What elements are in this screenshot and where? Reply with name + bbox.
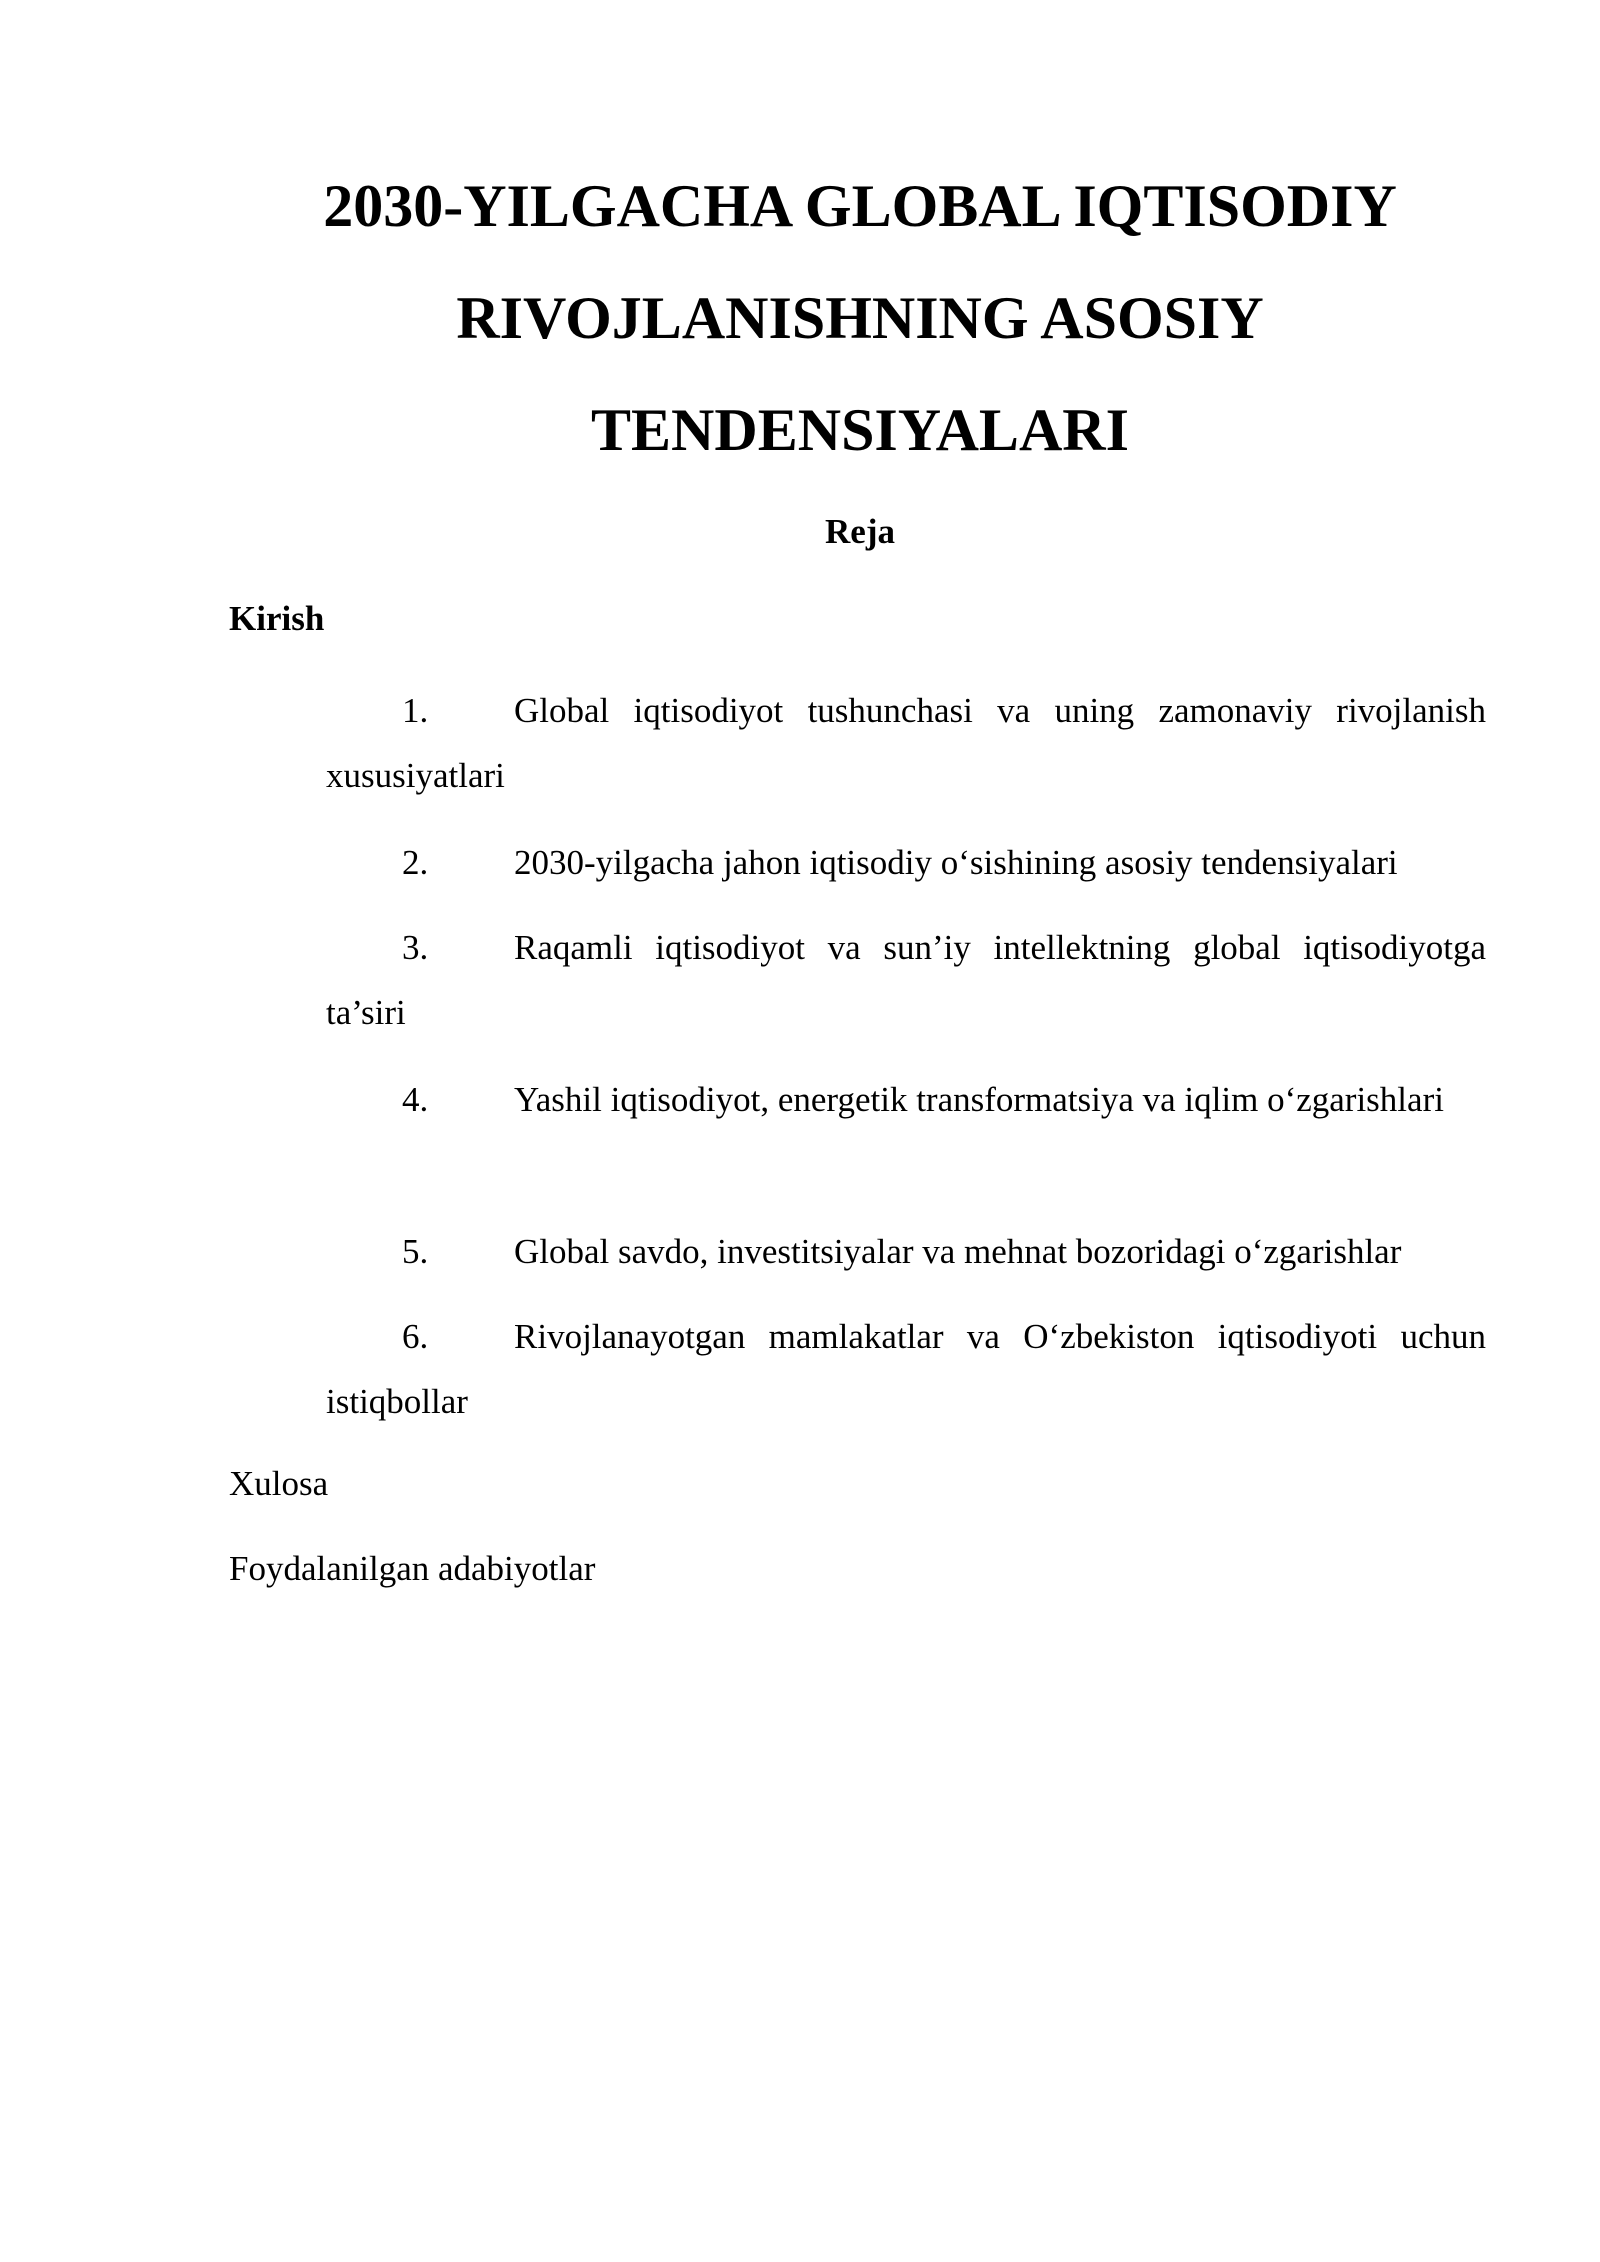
title-line: RIVOJLANISHNING ASOSIY — [456, 285, 1264, 351]
plan-item — [326, 1304, 1486, 1434]
plan-item — [326, 678, 1486, 808]
conclusion-heading: Xulosa — [229, 1464, 329, 1503]
references-heading: Foydalanilgan adabiyotlar — [229, 1549, 596, 1588]
plan-item — [326, 1067, 1486, 1132]
plan-item-number: 5. — [402, 1232, 429, 1271]
plan-item-text: 2030-yilgacha jahon iqtisodiy o‘sishining asosiy tendensiyalari — [514, 843, 1398, 882]
plan-item-number: 6. — [402, 1317, 429, 1356]
intro-heading: Kirish — [229, 599, 325, 638]
plan-item-number: 2. — [402, 843, 429, 882]
plan-item-text: Raqamli iqtisodiyot va sun’iy intellektning global iqtisodiyotga ta’siri — [326, 928, 1486, 1032]
plan-item — [326, 830, 1486, 895]
plan-item-text: Yashil iqtisodiyot, energetik transformatsiya va iqlim o‘zgarishlari — [514, 1080, 1444, 1119]
document-title — [230, 150, 1490, 486]
title-line: 2030-YILGACHA GLOBAL IQTISODIY — [323, 173, 1397, 239]
plan-item-text: Rivojlanayotgan mamlakatlar va O‘zbekiston iqtisodiyoti uchun istiqbollar — [326, 1317, 1486, 1421]
plan-item-number: 4. — [402, 1080, 429, 1119]
plan-heading: Reja — [825, 512, 895, 551]
plan-item-text: Global iqtisodiyot tushunchasi va uning zamonaviy rivojlanish xususiyatlari — [326, 691, 1486, 795]
plan-item-number: 1. — [402, 691, 429, 730]
plan-item-number: 3. — [402, 928, 429, 967]
plan-item — [326, 1219, 1486, 1284]
plan-item — [326, 915, 1486, 1045]
plan-item-text: Global savdo, investitsiyalar va mehnat bozoridagi o‘zgarishlar — [514, 1232, 1402, 1271]
title-line: TENDENSIYALARI — [591, 397, 1129, 463]
